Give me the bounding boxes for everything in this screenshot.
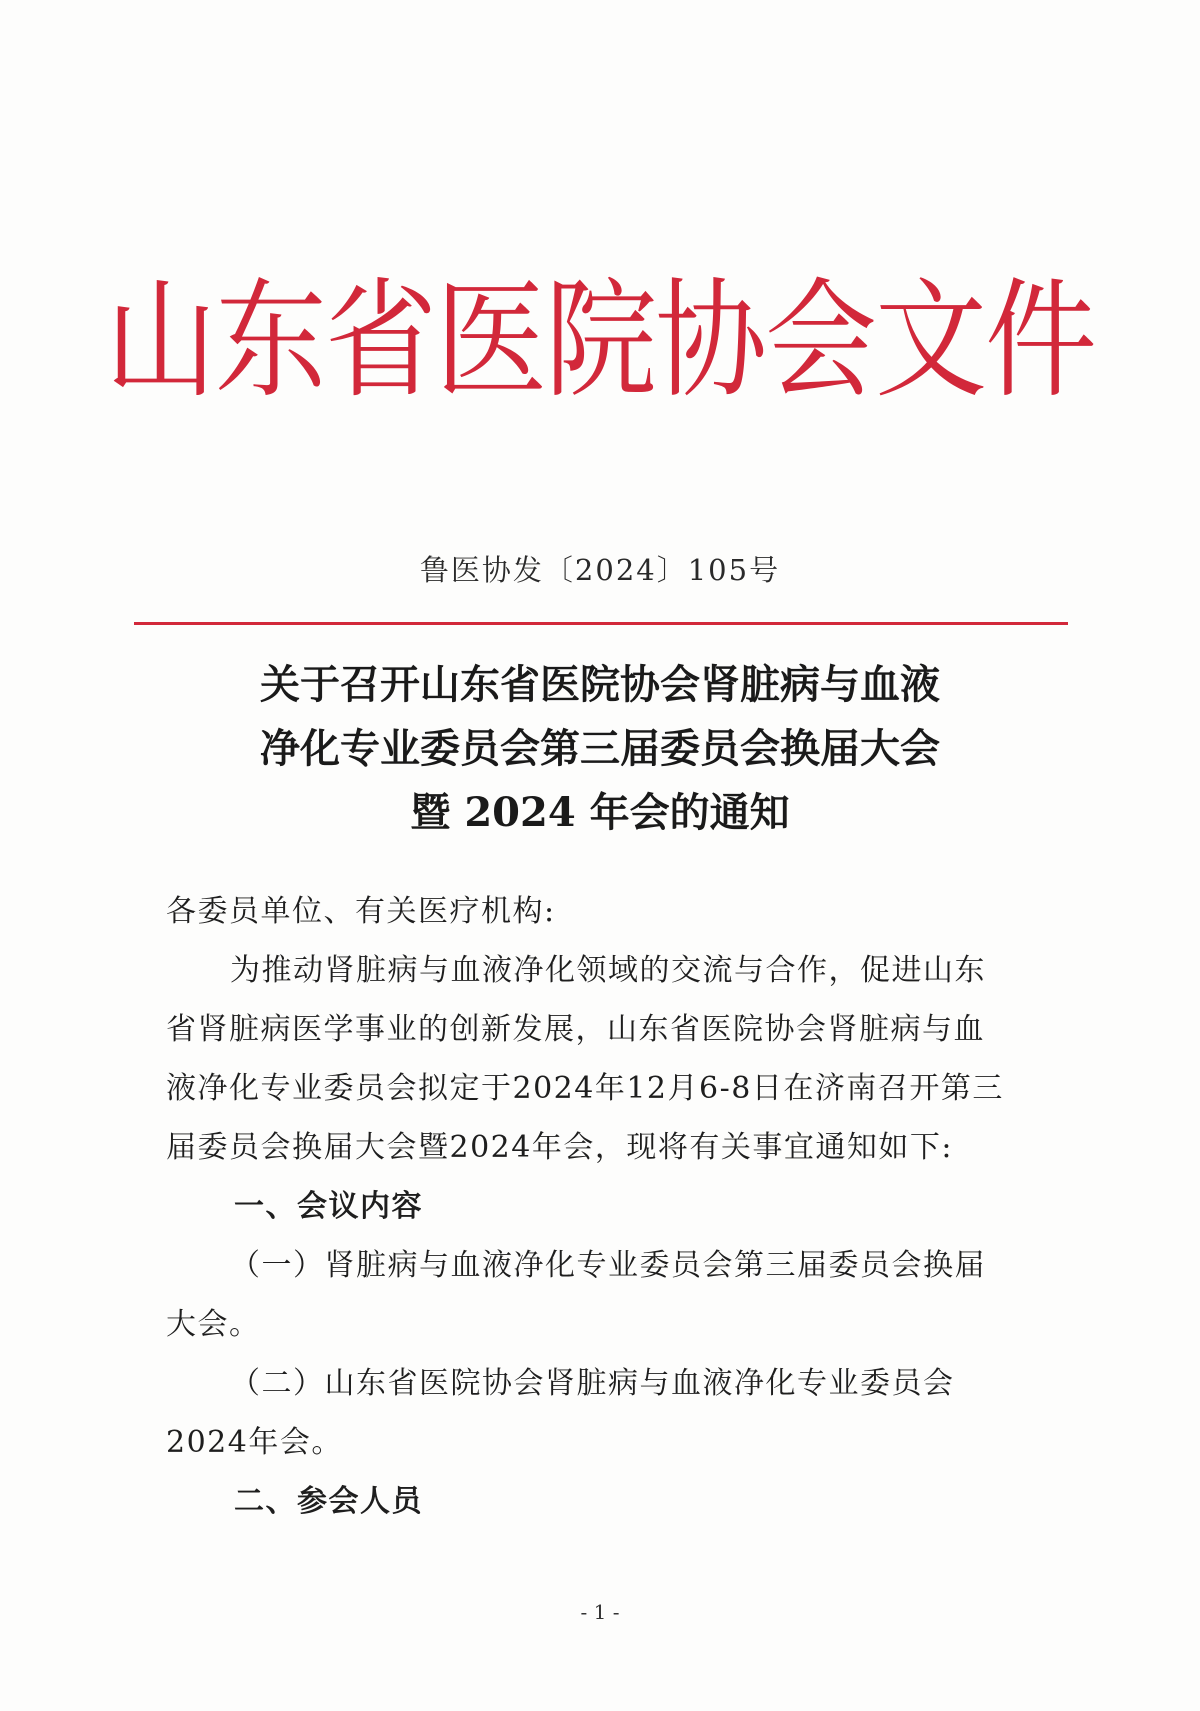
page-number: - 1 - <box>580 1600 620 1624</box>
item-line: （一）肾脏病与血液净化专业委员会第三届委员会换届 <box>230 1248 986 1283</box>
notice-body <box>166 882 1026 1531</box>
section-heading-meeting-content: 一、会议内容 <box>234 1189 423 1224</box>
salutation: 各委员单位、有关医疗机构: <box>166 894 556 929</box>
item-line: 大会。 <box>166 1307 261 1342</box>
item-line: （二）山东省医院协会肾脏病与血液净化专业委员会 <box>230 1366 955 1401</box>
intro-line: 液净化专业委员会拟定于2024年12月6-8日在济南召开第三 <box>166 1071 1004 1106</box>
title-line: 暨 2024 年会的通知 <box>410 789 790 836</box>
section-heading-attendees: 二、参会人员 <box>234 1484 423 1519</box>
title-line: 净化专业委员会第三届委员会换届大会 <box>260 725 940 772</box>
notice-title <box>0 653 1200 845</box>
title-line: 关于召开山东省医院协会肾脏病与血液 <box>260 661 940 708</box>
item-line: 2024年会。 <box>166 1425 343 1460</box>
document-number: 鲁医协发〔2024〕105号 <box>419 553 781 587</box>
intro-line: 为推动肾脏病与血液净化领域的交流与合作，促进山东 <box>230 953 986 988</box>
masthead-title: 山东省医院协会文件 <box>105 266 1095 416</box>
intro-line: 届委员会换届大会暨2024年会，现将有关事宜通知如下: <box>166 1130 953 1165</box>
intro-line: 省肾脏病医学事业的创新发展，山东省医院协会肾脏病与血 <box>166 1012 985 1047</box>
red-divider-line <box>134 622 1068 625</box>
